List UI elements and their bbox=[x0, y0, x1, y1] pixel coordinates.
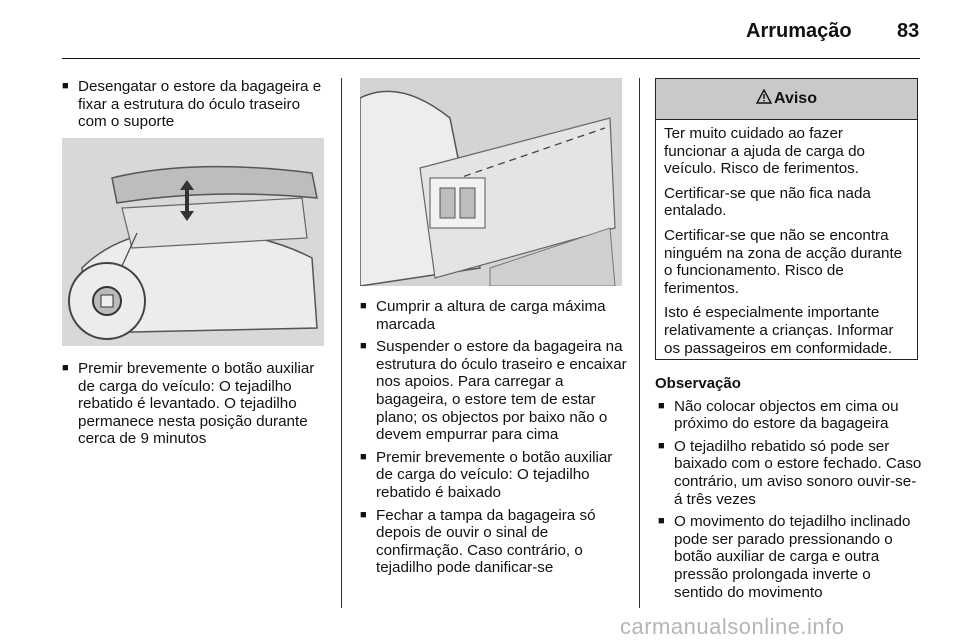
note-item: ■ O tejadilho rebatido só pode ser baixado com o estore fechado. Caso contrário, um aviso sonoro ouvir-se-á três vezes bbox=[658, 438, 923, 508]
instruction-item: ■ Desengatar o estore da bagageira e fixar a estrutura do óculo traseiro com o suporte bbox=[62, 78, 327, 131]
column-2 bbox=[360, 298, 630, 582]
page-section-title: Arrumação bbox=[746, 20, 852, 42]
note-section bbox=[655, 375, 923, 606]
warning-body bbox=[656, 120, 917, 357]
watermark: carmanualsonline.info bbox=[620, 614, 845, 639]
warning-box bbox=[655, 78, 918, 360]
warning-title: Aviso bbox=[774, 90, 817, 107]
note-title: Observação bbox=[655, 375, 741, 392]
warning-header bbox=[656, 79, 917, 120]
page-number: 83 bbox=[897, 20, 920, 42]
instruction-item: ■ Premir brevemente o botão auxiliar de carga do veículo: O tejadilho rebatido é baixado bbox=[360, 449, 630, 502]
instruction-item: ■ Fechar a tampa da bagageira só depois de ouvir o sinal de confirmação. Caso contrário, o tejadilho pode danificar-se bbox=[360, 507, 630, 577]
column-1-lower bbox=[62, 360, 327, 455]
column-divider-right bbox=[639, 78, 640, 608]
note-item: ■ O movimento do tejadilho inclinado pode ser parado pressionando o botão auxiliar de carga e outra pressão prolongada inverte o sentido do movimento bbox=[658, 513, 923, 601]
instruction-item: ■ Suspender o estore da bagageira na estrutura do óculo traseiro e encaixar nos apoios. Para carregar a bagageira, o estore tem de estar plano; os objectos por baixo não o devem empurrar para cima bbox=[360, 338, 630, 444]
header-divider bbox=[62, 58, 920, 59]
warning-paragraph: Certificar-se que não se encontra ninguém na zona de acção durante o funcionamento. Risco de ferimentos. bbox=[664, 226, 903, 297]
warning-paragraph: Ter muito cuidado ao fazer funcionar a ajuda de carga do veículo. Risco de ferimentos. bbox=[664, 125, 865, 178]
column-1 bbox=[62, 78, 327, 138]
note-item: ■ Não colocar objectos em cima ou próximo do estore da bagageira bbox=[658, 398, 923, 433]
warning-paragraph: Isto é especialmente importante relativamente a crianças. Informar os passageiros em conformidade. bbox=[664, 304, 894, 357]
instruction-item: ■ Cumprir a altura de carga máxima marcada bbox=[360, 298, 630, 333]
note-list bbox=[655, 398, 923, 602]
column-divider-left bbox=[341, 78, 342, 608]
warning-paragraph: Certificar-se que não fica nada entalado. bbox=[664, 184, 871, 220]
trunk-interior-illustration bbox=[360, 78, 622, 286]
trunk-roof-illustration bbox=[62, 138, 324, 346]
warning-triangle-icon bbox=[756, 89, 772, 109]
instruction-item: ■ Premir brevemente o botão auxiliar de carga do veículo: O tejadilho rebatido é levantado. O tejadilho permanece nesta posição durante cerca de 9 minutos bbox=[62, 360, 327, 448]
